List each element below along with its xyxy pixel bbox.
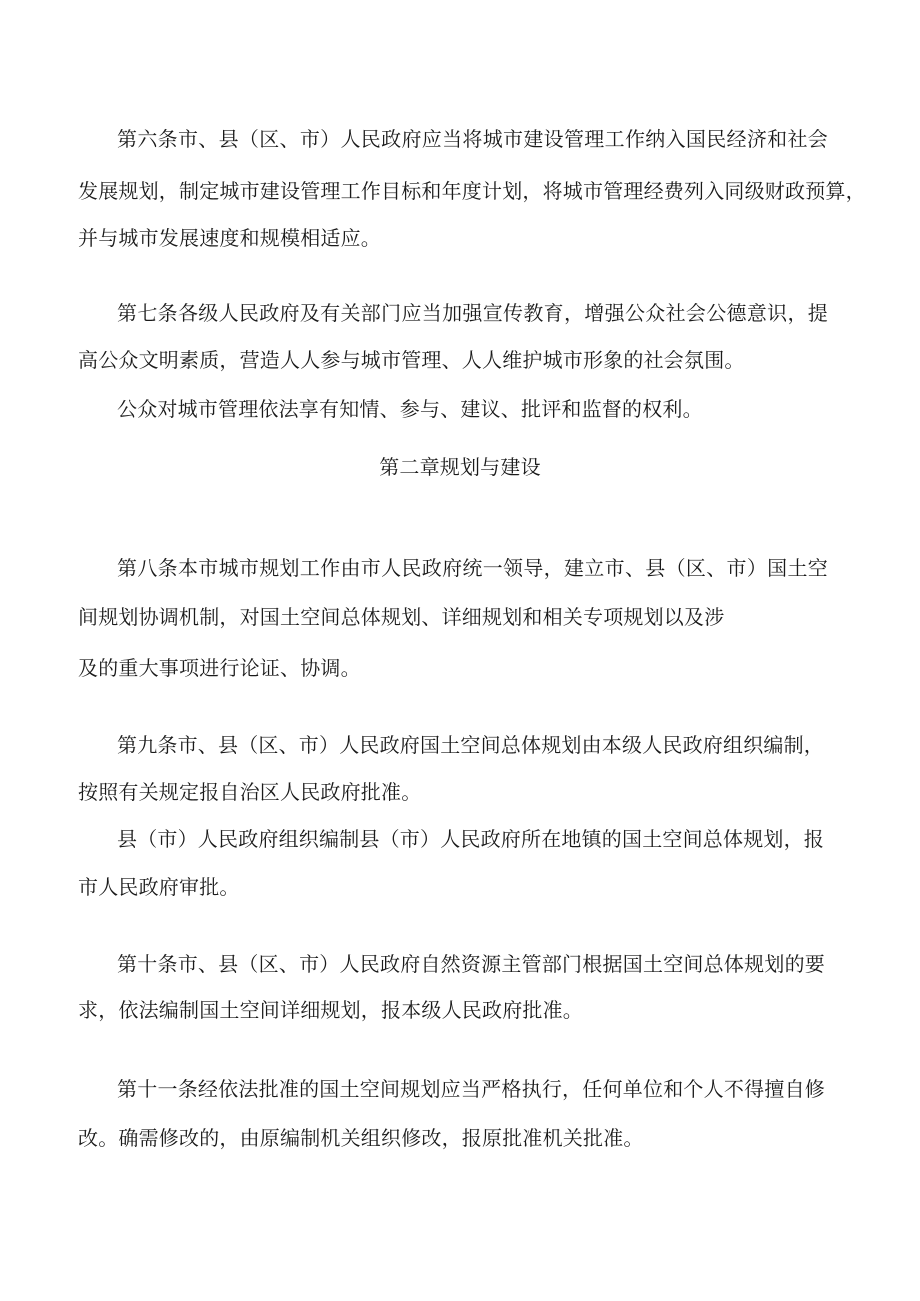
article-6-line-3: 并与城市发展速度和规模相适应。 <box>78 226 381 250</box>
article-9-line-2: 按照有关规定报自治区人民政府批准。 <box>78 780 422 804</box>
article-10-line-2: 求，依法编制国土空间详细规划，报本级人民政府批准。 <box>78 998 583 1022</box>
article-6-line-1: 第六条市、县（区、市）人民政府应当将城市建设管理工作纳入国民经济和社会 <box>117 127 828 151</box>
article-7-line-3: 公众对城市管理依法享有知情、参与、建议、批评和监督的权利。 <box>117 397 703 421</box>
article-9-para-2-line-2: 市人民政府审批。 <box>78 875 240 899</box>
article-8-line-1: 第八条本市城市规划工作由市人民政府统一领导，建立市、县（区、市）国土空 <box>117 556 828 580</box>
chapter-title: 第二章规划与建设 <box>379 455 541 479</box>
article-6-line-2: 发展规划，制定城市建设管理工作目标和年度计划，将城市管理经费列入同级财政预算， <box>78 179 866 203</box>
article-8-line-2: 间规划协调机制，对国土空间总体规划、详细规划和相关专项规划以及涉 <box>78 605 725 629</box>
article-8-line-3: 及的重大事项进行论证、协调。 <box>78 656 361 680</box>
article-11-line-2: 改。确需修改的，由原编制机关组织修改，报原批准机关批准。 <box>78 1126 644 1150</box>
article-10-line-1: 第十条市、县（区、市）人民政府自然资源主管部门根据国土空间总体规划的要 <box>117 952 825 976</box>
article-9-para-2-line-1: 县（市）人民政府组织编制县（市）人民政府所在地镇的国土空间总体规划，报 <box>117 827 824 851</box>
article-7-line-2: 高公众文明素质，营造人人参与城市管理、人人维护城市形象的社会氛围。 <box>78 348 745 372</box>
article-7-line-1: 第七条各级人民政府及有关部门应当加强宣传教育，增强公众社会公德意识，提 <box>117 301 828 325</box>
article-11-line-1: 第十一条经依法批准的国土空间规划应当严格执行，任何单位和个人不得擅自修 <box>117 1077 825 1101</box>
article-9-line-1: 第九条市、县（区、市）人民政府国土空间总体规划由本级人民政府组织编制， <box>117 733 824 757</box>
